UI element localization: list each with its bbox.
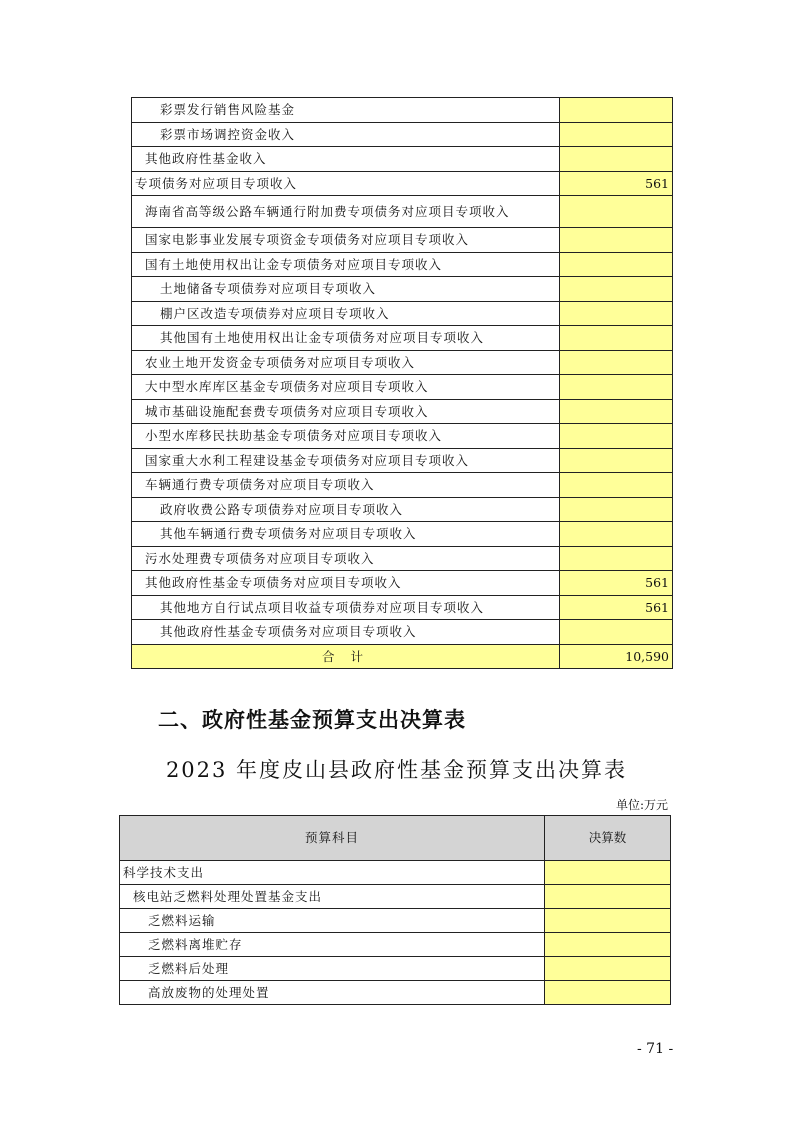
section-heading: 二、政府性基金预算支出决算表 [158,708,466,732]
row-label: 海南省高等级公路车辆通行附加费专项债务对应项目专项收入 [132,196,560,228]
table-header-row [120,816,671,861]
row-label: 其他政府性基金专项债务对应项目专项收入 [132,620,560,645]
row-value [545,909,671,933]
row-value [560,122,673,147]
table-row [132,122,673,147]
row-value [560,497,673,522]
header-amount: 决算数 [545,816,671,861]
table-row [132,497,673,522]
row-value [545,861,671,885]
table-row [132,522,673,547]
row-label: 农业土地开发资金专项债务对应项目专项收入 [132,350,560,375]
row-value [545,957,671,981]
table-row [132,595,673,620]
table-row [132,326,673,351]
row-label: 乏燃料运输 [120,909,545,933]
row-label: 国有土地使用权出让金专项债务对应项目专项收入 [132,252,560,277]
row-value [560,473,673,498]
row-label: 乏燃料后处理 [120,957,545,981]
row-value: 561 [560,571,673,596]
row-value [545,933,671,957]
table-row [132,546,673,571]
row-label: 城市基础设施配套费专项债务对应项目专项收入 [132,399,560,424]
row-value [560,301,673,326]
page-number: - 71 - [637,1041,674,1057]
unit-label: 单位:万元 [615,798,668,812]
table-row [132,277,673,302]
revenue-table [131,97,673,669]
row-label: 棚户区改造专项债券对应项目专项收入 [132,301,560,326]
table-row [120,909,671,933]
header-item: 预算科目 [120,816,545,861]
table-row [120,933,671,957]
table-row [132,147,673,172]
row-label: 大中型水库库区基金专项债务对应项目专项收入 [132,375,560,400]
total-row [132,644,673,669]
row-label: 国家电影事业发展专项资金专项债务对应项目专项收入 [132,228,560,253]
table-row [132,196,673,228]
table-row [132,252,673,277]
table-row [132,473,673,498]
row-label: 其他地方自行试点项目收益专项债券对应项目专项收入 [132,595,560,620]
row-value [560,620,673,645]
row-value [560,277,673,302]
row-label: 政府收费公路专项债券对应项目专项收入 [132,497,560,522]
table-row [132,571,673,596]
row-label: 彩票市场调控资金收入 [132,122,560,147]
row-value [560,424,673,449]
row-label: 其他车辆通行费专项债务对应项目专项收入 [132,522,560,547]
table-row [132,399,673,424]
row-value [560,448,673,473]
table-row [132,301,673,326]
row-value [560,350,673,375]
table-row [120,957,671,981]
table-row [132,98,673,123]
row-label: 其他政府性基金收入 [132,147,560,172]
row-label: 车辆通行费专项债务对应项目专项收入 [132,473,560,498]
table-row [120,861,671,885]
row-label: 核电站乏燃料处理处置基金支出 [120,885,545,909]
table-row [132,171,673,196]
row-value [560,228,673,253]
row-value [545,981,671,1005]
table-row [120,885,671,909]
total-label: 合 计 [132,644,560,669]
row-value [560,522,673,547]
row-label: 国家重大水利工程建设基金专项债务对应项目专项收入 [132,448,560,473]
row-value [560,326,673,351]
row-value [560,147,673,172]
row-value [560,98,673,123]
row-value [560,196,673,228]
table-row [132,375,673,400]
table-row [132,350,673,375]
row-value: 561 [560,595,673,620]
row-value [560,546,673,571]
table-row [120,981,671,1005]
row-label: 其他政府性基金专项债务对应项目专项收入 [132,571,560,596]
expense-table [119,815,671,1005]
table-row [132,228,673,253]
table-row [132,448,673,473]
table-row [132,620,673,645]
row-label: 专项债务对应项目专项收入 [132,171,560,196]
row-value: 561 [560,171,673,196]
table-row [132,424,673,449]
row-value [545,885,671,909]
row-label: 高放废物的处理处置 [120,981,545,1005]
row-label: 科学技术支出 [120,861,545,885]
row-label: 土地储备专项债券对应项目专项收入 [132,277,560,302]
row-value [560,252,673,277]
report-title: 2023 年度皮山县政府性基金预算支出决算表 [165,758,628,782]
row-value [560,375,673,400]
row-label: 其他国有土地使用权出让金专项债务对应项目专项收入 [132,326,560,351]
row-value [560,399,673,424]
row-label: 污水处理费专项债务对应项目专项收入 [132,546,560,571]
row-label: 小型水库移民扶助基金专项债务对应项目专项收入 [132,424,560,449]
row-label: 彩票发行销售风险基金 [132,98,560,123]
row-label: 乏燃料离堆贮存 [120,933,545,957]
total-value: 10,590 [560,644,673,669]
